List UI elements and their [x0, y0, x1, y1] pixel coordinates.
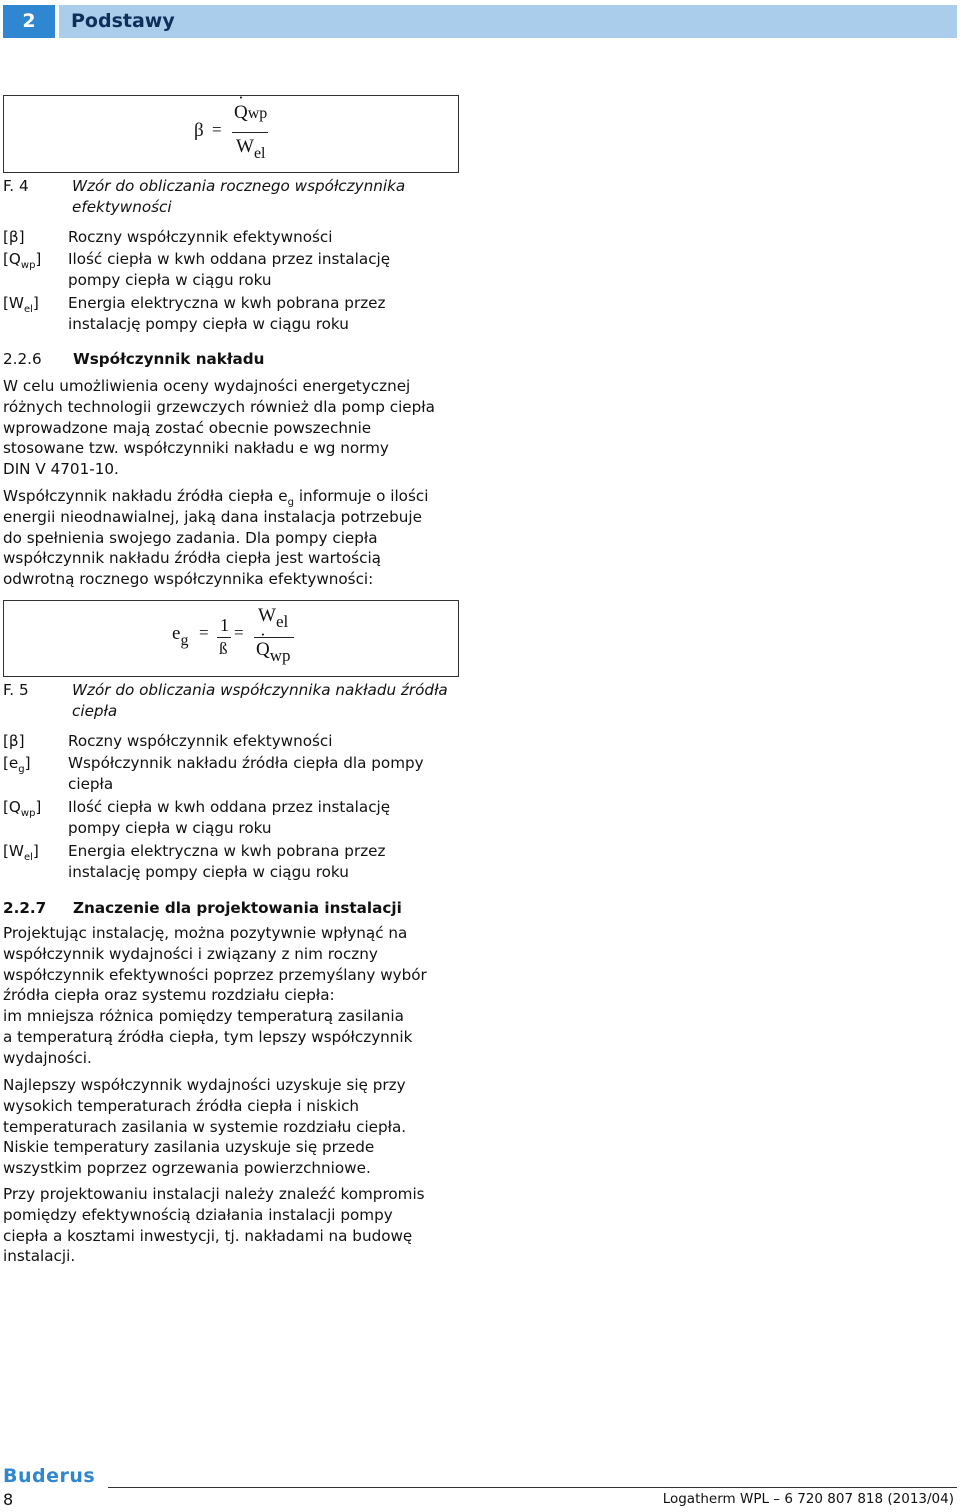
formula-eq: = [234, 623, 244, 642]
legend-symbol: $[W_{el}]$ [3, 842, 39, 864]
legend-symbol: $[Q_{wp}]$ [3, 798, 42, 820]
formula-box-eg [3, 600, 459, 677]
legend-text: Energia elektryczna w kwh pobrana przez instalację pompy ciepła w ciągu roku [68, 842, 386, 881]
formula-eq: = [199, 623, 209, 642]
chapter-title: Podstawy [59, 5, 957, 38]
figure-caption: Wzór do obliczania rocznego współczynnika efektywności [72, 177, 406, 216]
footer-divider [108, 1487, 957, 1488]
formula-box-beta [3, 95, 459, 173]
formula-fraction-bar [217, 637, 231, 638]
formula-denominator: ˙ Qwp [256, 639, 291, 661]
paragraph: Najlepszy współczynnik wydajności uzyskuje się przy wysokich temperaturach źródła ciepła i niskich temperaturach zasilania w systemie rozdziału ciepła. Niskie temperatury zasilania uzyskuje się przede wszystkim poprzez ogrzewania powierzchniowe. [3, 1076, 407, 1178]
paragraph: Projektując instalację, można pozytywnie wpłynąć na współczynnik wydajności i związany z nim roczny współczynnik efektywności poprzez przemyślany wybór źródła ciepła oraz systemu rozdziału ciepła: im mniejsza różnica pomiędzy temperaturą zasilania a temperaturą źródła ciepła, tym lepszy współczynnik wydajności. [3, 924, 427, 1067]
legend-text: Energia elektryczna w kwh pobrana przez instalację pompy ciepła w ciągu roku [68, 294, 386, 333]
figure-caption: Wzór do obliczania współczynnika nakładu źródła ciepła [72, 681, 448, 720]
legend-text: Roczny współczynnik efektywności [68, 228, 333, 246]
formula-one: 1 [220, 615, 229, 635]
formula-numerator: Wel [258, 605, 289, 631]
paragraph: Przy projektowaniu instalacji należy znaleźć kompromis pomiędzy efektywnością działania instalacji pompy ciepła a kosztami inwestycji, tj. nakładami na budowę instalacji. [3, 1185, 425, 1266]
legend-text: Roczny współczynnik efektywności [68, 732, 333, 750]
chapter-header [3, 5, 957, 38]
legend-text: Ilość ciepła w kwh oddana przez instalację pompy ciepła w ciągu roku [68, 798, 391, 837]
formula-lhs: $e_g$ [172, 623, 189, 649]
document-reference: Logatherm WPL – 6 720 807 818 (2013/04) [662, 1491, 954, 1507]
formula-fraction-bar [232, 132, 268, 133]
figure-label: F. 5 [3, 681, 29, 699]
legend-text: Ilość ciepła w kwh oddana przez instalację pompy ciepła w ciągu roku [68, 250, 391, 289]
paragraph: Współczynnik nakładu źródła ciepła $e_g$ informuje o ilości energii nieodnawialnej, jaką dana instalacja potrzebuje do spełnienia swojego zadania. Dla pompy ciepła współczynnik nakładu źródła ciepła jest wartością odwrotną rocznego współczynnika efektywności: [3, 487, 429, 589]
figure-label: F. 4 [3, 177, 29, 195]
formula-denominator: $W_{el}$ [236, 136, 266, 162]
formula-beta: ß [219, 639, 228, 658]
formula-eq: = [212, 120, 222, 139]
section-number: 2.2.6 [3, 350, 42, 368]
formula-lhs: β [194, 120, 204, 141]
paragraph: W celu umożliwienia oceny wydajności energetycznej różnych technologii grzewczych również dla pomp ciepła wprowadzone mają zostać obecnie powszechnie stosowane tzw. współczynniki nakładu e wg normy DIN V 4701-10. [3, 377, 435, 479]
legend-symbol: $[W_{el}]$ [3, 294, 39, 316]
buderus-logo: Buderus [3, 1465, 96, 1487]
legend-text: Współczynnik nakładu źródła ciepła dla pompy ciepła [68, 754, 424, 793]
legend-symbol: [β] [3, 228, 25, 246]
legend-symbol: [β] [3, 732, 25, 750]
legend-symbol: $[e_g]$ [3, 754, 31, 776]
page-number: 8 [3, 1490, 14, 1509]
legend-symbol: $[Q_{wp}]$ [3, 250, 42, 272]
section-number: 2.2.7 [3, 899, 47, 917]
section-title: Współczynnik nakładu [73, 350, 265, 368]
chapter-number: 2 [3, 5, 55, 38]
section-title: Znaczenie dla projektowania instalacji [73, 899, 402, 917]
formula-numerator: ˙ Qwp [234, 102, 267, 124]
